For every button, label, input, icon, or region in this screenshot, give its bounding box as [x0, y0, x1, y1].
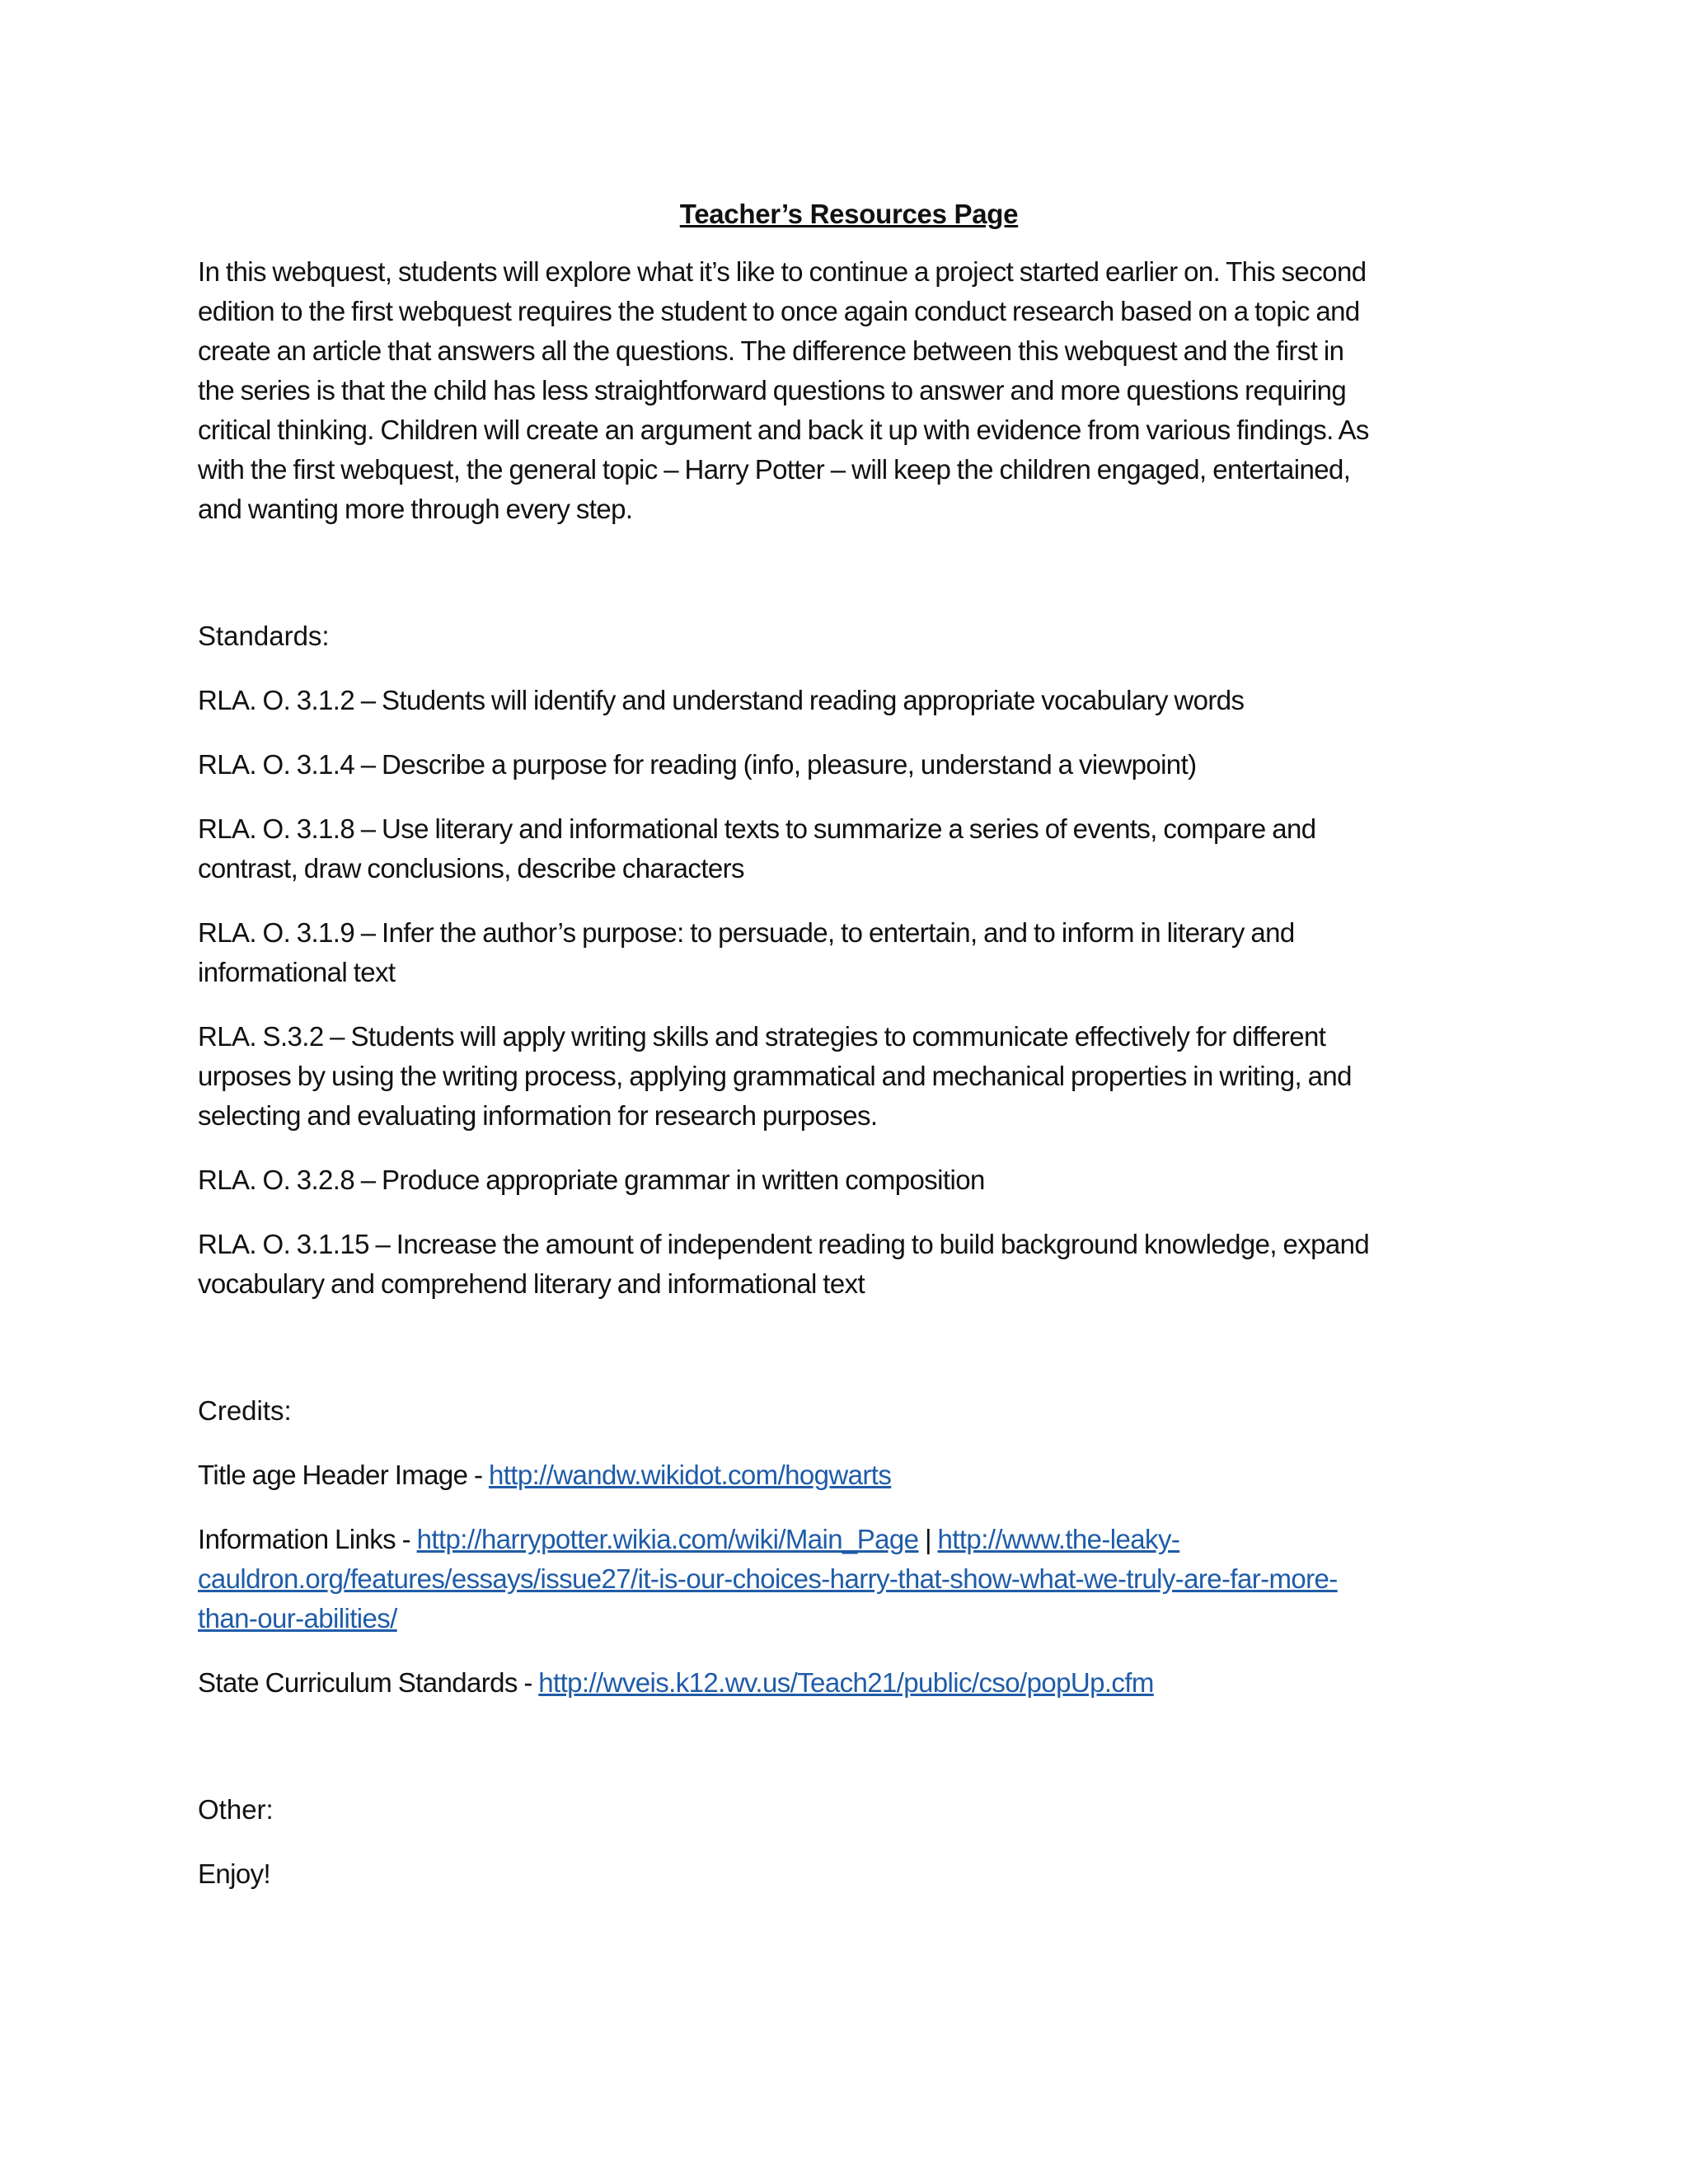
- standards-heading: Standards:: [198, 621, 330, 651]
- intro-paragraph: [198, 252, 1500, 529]
- credit-label: Title age Header Image -: [198, 1460, 489, 1490]
- state-standards-link[interactable]: http://wveis.k12.wv.us/Teach21/public/cso/popUp.cfm: [538, 1667, 1154, 1698]
- credit-state-standards: [198, 1663, 1500, 1703]
- credit-label: Information Links -: [198, 1524, 417, 1554]
- page-title: Teacher’s Resources Page: [679, 199, 1019, 229]
- leaky-cauldron-link[interactable]: than-our-abilities/: [198, 1603, 397, 1633]
- intro-line: critical thinking. Children will create an argument and back it up with evidence from various findings. As: [198, 415, 1369, 445]
- link-separator: |: [918, 1524, 938, 1554]
- credit-header-image: [198, 1455, 1500, 1495]
- intro-line: create an article that answers all the questions. The difference between this webquest and the first in: [198, 335, 1344, 366]
- standard-item: RLA. O. 3.2.8 – Produce appropriate grammar in written composition: [198, 1165, 985, 1195]
- standard-item: RLA. O. 3.1.2 – Students will identify and understand reading appropriate vocabulary words: [198, 685, 1245, 715]
- header-image-link[interactable]: http://wandw.wikidot.com/hogwarts: [488, 1460, 892, 1490]
- intro-line: edition to the first webquest requires the student to once again conduct research based on a topic and: [198, 296, 1360, 326]
- other-heading: Other:: [198, 1794, 274, 1825]
- document-page: [198, 194, 1500, 1894]
- intro-line: with the first webquest, the general topic – Harry Potter – will keep the children engaged, entertained,: [198, 454, 1351, 485]
- credit-label: State Curriculum Standards -: [198, 1667, 539, 1698]
- credit-info-links: [198, 1520, 1500, 1638]
- intro-line: In this webquest, students will explore what it’s like to continue a project started earlier on. This second: [198, 256, 1367, 287]
- leaky-cauldron-link[interactable]: http://www.the-leaky-: [937, 1524, 1180, 1554]
- standard-item: RLA. O. 3.1.8 – Use literary and informational texts to summarize a series of events, compare and contrast, draw conclusions, describe characters: [198, 813, 1316, 883]
- credits-heading: Credits:: [198, 1395, 292, 1426]
- standard-item: RLA. O. 3.1.9 – Infer the author’s purpose: to persuade, to entertain, and to inform in literary and informational text: [198, 917, 1295, 987]
- standard-item: RLA. S.3.2 – Students will apply writing skills and strategies to communicate effectively for different urposes by using the writing process, applying grammatical and mechanical properties in writing, and selecting and evaluating information for research purposes.: [198, 1021, 1352, 1131]
- intro-line: the series is that the child has less straightforward questions to answer and more questions requiring: [198, 375, 1347, 405]
- harrypotter-wiki-link[interactable]: http://harrypotter.wikia.com/wiki/Main_Page: [416, 1524, 919, 1554]
- other-text: Enjoy!: [198, 1858, 271, 1889]
- intro-line: and wanting more through every step.: [198, 494, 633, 524]
- leaky-cauldron-link[interactable]: cauldron.org/features/essays/issue27/it-is-our-choices-harry-that-show-what-we-truly-are-far-more-: [198, 1563, 1338, 1594]
- standard-item: RLA. O. 3.1.15 – Increase the amount of independent reading to build background knowledge, expand vocabulary and comprehend literary and informational text: [198, 1229, 1370, 1299]
- standard-item: RLA. O. 3.1.4 – Describe a purpose for reading (info, pleasure, understand a viewpoint): [198, 749, 1197, 780]
